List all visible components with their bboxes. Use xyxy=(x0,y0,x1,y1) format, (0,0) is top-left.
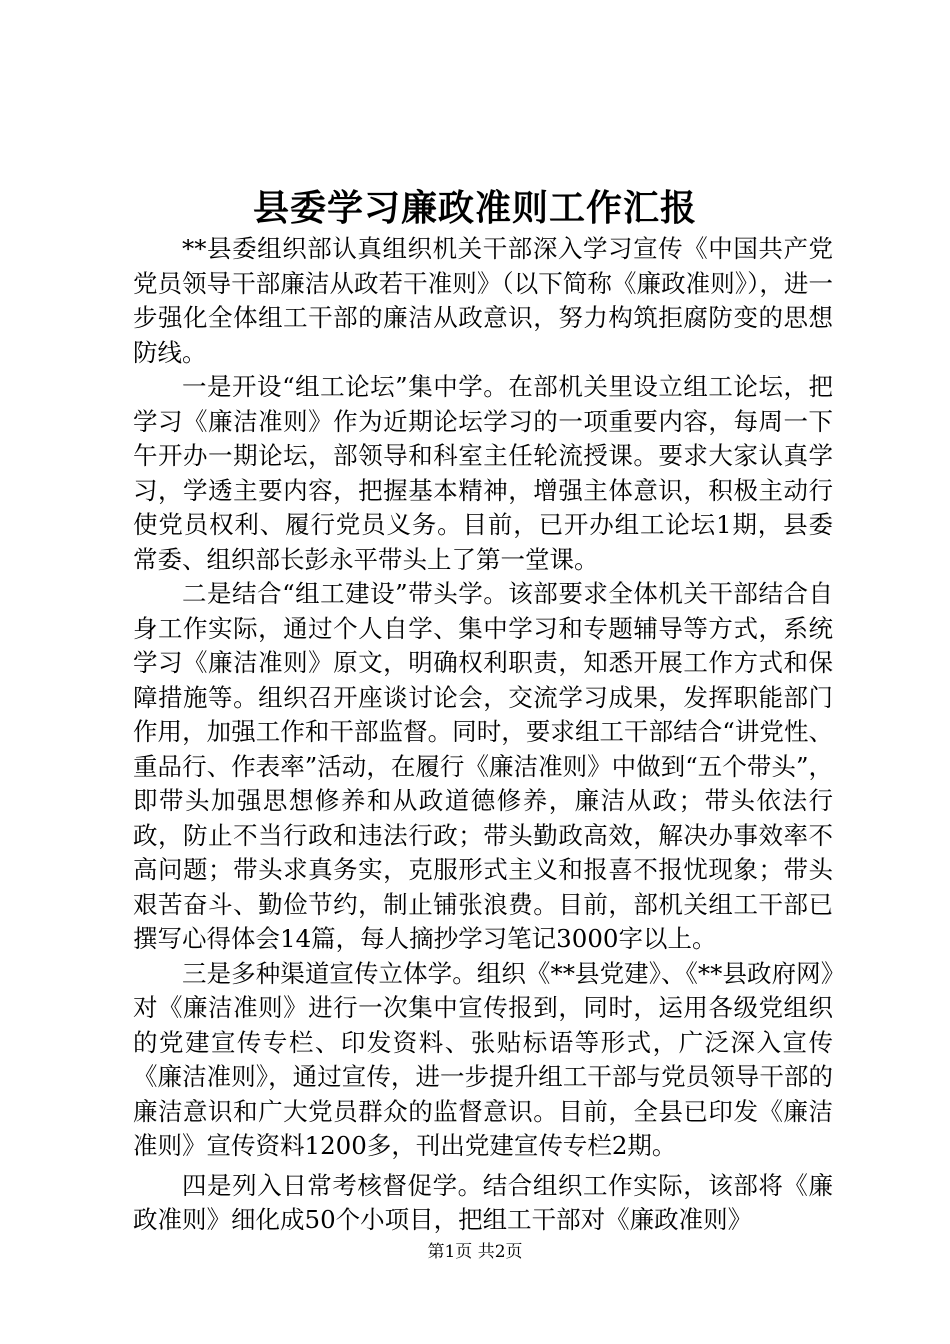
page-number-footer: 第1页 共2页 xyxy=(427,1242,523,1262)
paragraph-intro: **县委组织部认真组织机关干部深入学习宣传《中国共产党党员领导干部廉洁从政若干准则》（以下简称《廉政准则》），进一步强化全体组工干部的廉洁从政意识，努力构筑拒腐防变的思想防线。 xyxy=(133,234,833,367)
paragraph-two: 二是结合“组工建设”带头学。该部要求全体机关干部结合自身工作实际，通过个人自学、集中学习和专题辅导等方式，系统学习《廉洁准则》原文，明确权利职责，知悉开展工作方式和保障措施等。组织召开座谈讨论会，交流学习成果，发挥职能部门作用，加强工作和干部监督。同时，要求组工干部结合“讲党性、重品行、作表率”活动，在履行《廉洁准则》中做到“五个带头”，即带头加强思想修养和从政道德修养，廉洁从政；带头依法行政，防止不当行政和违法行政；带头勤政高效，解决办事效率不高问题；带头求真务实，克服形式主义和报喜不报忧现象；带头艰苦奋斗、勤俭节约，制止铺张浪费。目前，部机关组工干部已撰写心得体会14篇，每人摘抄学习笔记3000字以上。 xyxy=(133,579,833,953)
document-title: 县委学习廉政准则工作汇报 xyxy=(252,187,697,229)
document-body xyxy=(133,232,833,1238)
paragraph-three: 三是多种渠道宣传立体学。组织《**县党建》、《**县政府网》对《廉洁准则》进行一次集中宣传报到，同时，运用各级党组织的党建宣传专栏、印发资料、张贴标语等形式，广泛深入宣传《廉洁准则》，通过宣传，进一步提升组工干部与党员领导干部的廉洁意识和广大党员群众的监督意识。目前，全县已印发《廉洁准则》宣传资料1200多，刊出党建宣传专栏2期。 xyxy=(133,958,833,1160)
paragraph-one: 一是开设“组工论坛”集中学。在部机关里设立组工论坛，把学习《廉洁准则》作为近期论坛学习的一项重要内容，每周一下午开办一期论坛，部领导和科室主任轮流授课。要求大家认真学习，学透主要内容，把握基本精神，增强主体意识，积极主动行使党员权利、履行党员义务。目前，已开办组工论坛1期，县委常委、组织部长彭永平带头上了第一堂课。 xyxy=(133,372,833,574)
paragraph-four: 四是列入日常考核督促学。结合组织工作实际，该部将《廉政准则》细化成50个小项目，把组工干部对《廉政准则》 xyxy=(133,1170,833,1234)
